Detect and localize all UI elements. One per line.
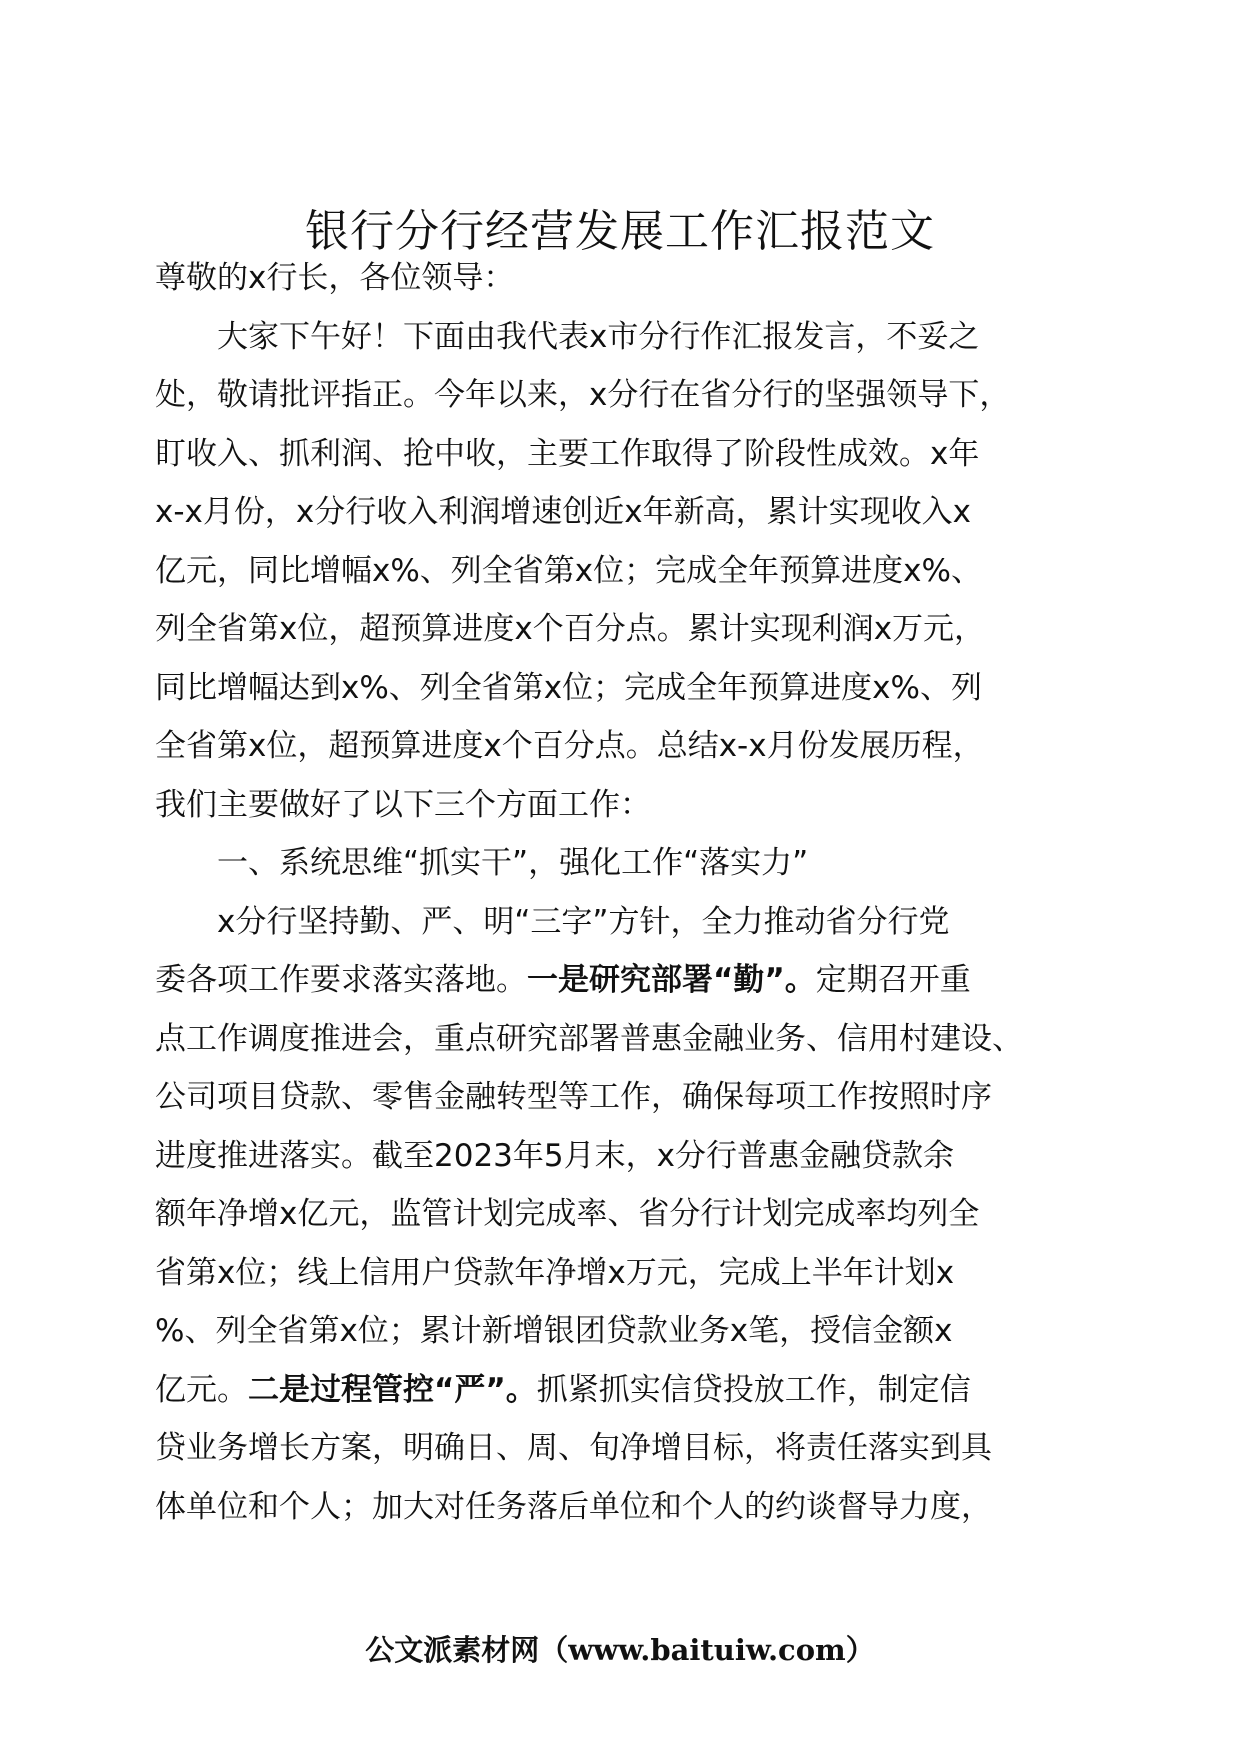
paragraph-line-mixed [155, 951, 1100, 1010]
paragraph-line: 额年净增x亿元，监管计划完成率、省分行计划完成率均列全 [155, 1196, 980, 1232]
paragraph-line: 进度推进落实。截至2023年5月末，x分行普惠金融贷款余 [155, 1137, 954, 1174]
paragraph-line: 处，敬请批评指正。今年以来，x分行在省分行的坚强领导下， [155, 377, 1011, 413]
paragraph-line: 同比增幅达到x%、列全省第x位；完成全年预算进度x%、列 [155, 669, 982, 706]
paragraph-line: 体单位和个人；加大对任务落后单位和个人的约谈督导力度， [155, 1488, 992, 1525]
salutation-line: 尊敬的x行长，各位领导： [155, 260, 515, 296]
paragraph-line: 盯收入、抓利润、抢中收，主要工作取得了阶段性成效。x年 [155, 435, 980, 472]
text-run: 委各项工作要求落实落地。 [155, 962, 527, 998]
paragraph-line: x-x月份，x分行收入利润增速创近x年新高，累计实现收入x [155, 494, 971, 530]
paragraph-line: 省第x位；线上信用户贷款年净增x万元，完成上半年计划x [155, 1254, 955, 1291]
paragraph-line: 公司项目贷款、零售金融转型等工作，确保每项工作按照时序 [155, 1079, 992, 1115]
paragraph-line-mixed [155, 1361, 1100, 1420]
paragraph-line: 我们主要做好了以下三个方面工作： [155, 786, 651, 823]
bold-run: 一是研究部署“勤”。 [527, 962, 816, 998]
text-run: 亿元。 [155, 1371, 248, 1408]
section-heading: 一、系统思维“抓实干”，强化工作“落实力” [217, 845, 809, 881]
paragraph-line: %、列全省第x位；累计新增银团贷款业务x笔，授信金额x [155, 1313, 953, 1349]
document-body [155, 249, 1100, 1536]
paragraph-line: 贷业务增长方案，明确日、周、旬净增目标，将责任落实到具 [155, 1430, 992, 1466]
text-run: 定期召开重 [815, 962, 971, 998]
paragraph-line: 点工作调度推进会，重点研究部署普惠金融业务、信用村建设、 [155, 1020, 1023, 1057]
text-run: 抓紧抓实信贷投放工作，制定信 [536, 1371, 971, 1408]
bold-run: 二是过程管控“严”。 [248, 1371, 537, 1408]
paragraph-line: 亿元，同比增幅x%、列全省第x位；完成全年预算进度x%、 [155, 552, 982, 589]
paragraph-line: 大家下午好！下面由我代表x市分行作汇报发言，不妥之 [217, 318, 980, 355]
paragraph-line: x分行坚持勤、严、明“三字”方针，全力推动省分行党 [217, 903, 950, 940]
paragraph-line: 列全省第x位，超预算进度x个百分点。累计实现利润x万元， [155, 611, 986, 647]
paragraph-line: 全省第x位，超预算进度x个百分点。总结x-x月份发展历程， [155, 728, 984, 764]
footer-watermark: 公文派素材网（www.baituiw.com） [365, 1633, 875, 1667]
document-title: 银行分行经营发展工作汇报范文 [305, 206, 935, 257]
